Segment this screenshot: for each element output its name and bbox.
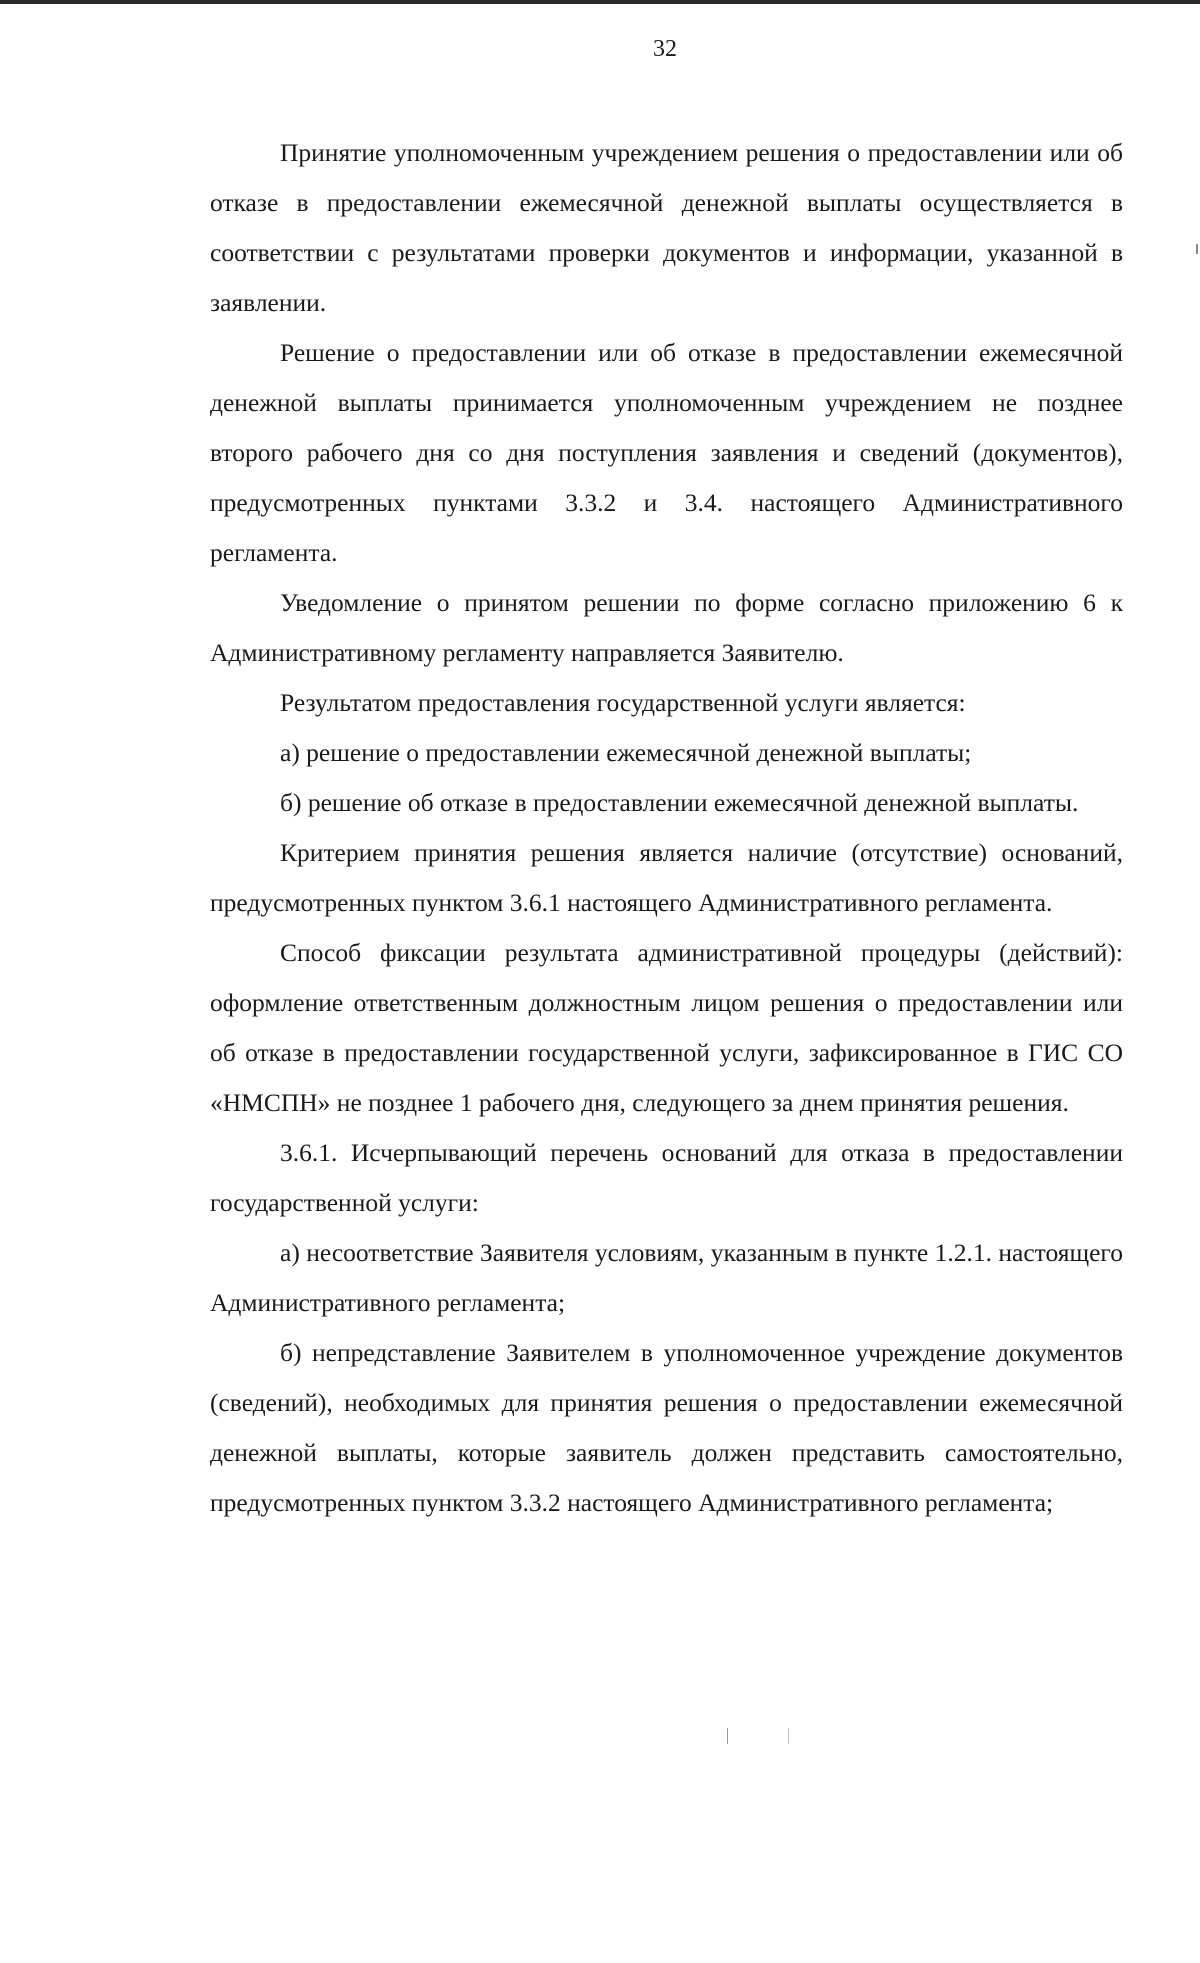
paragraph-result-b: б) решение об отказе в предоставлении ежемесячной денежной выплаты. bbox=[280, 788, 1079, 817]
paragraph-decision-basis: Принятие уполномоченным учреждением решения о предоставлении или об отказе в предоставлении ежемесячной денежной выплаты осуществляется в соответствии с результатами проверки документов и информации, указанной в заявлении. bbox=[210, 138, 1123, 317]
scan-artifact-mark bbox=[727, 1728, 728, 1744]
paragraph-refusal-ground-a: а) несоответствие Заявителя условиям, указанным в пункте 1.2.1. настоящего Административного регламента; bbox=[210, 1238, 1123, 1317]
document-body bbox=[210, 128, 1123, 1528]
paragraph-refusal-ground-b: б) непредставление Заявителем в уполномоченное учреждение документов (сведений), необходимых для принятия решения о предоставлении ежемесячной денежной выплаты, которые заявитель должен представить самостоятельно, предусмотренных пунктом 3.3.2 настоящего Административного регламента; bbox=[210, 1338, 1123, 1517]
paragraph-result-a: а) решение о предоставлении ежемесячной денежной выплаты; bbox=[280, 738, 972, 767]
paragraph-refusal-grounds-heading: 3.6.1. Исчерпывающий перечень оснований для отказа в предоставлении государственной услуги: bbox=[210, 1138, 1123, 1217]
page-number: 32 bbox=[653, 36, 677, 62]
top-border-rule bbox=[0, 0, 1200, 4]
paragraph-notification: Уведомление о принятом решении по форме согласно приложению 6 к Административному регламенту направляется Заявителю. bbox=[210, 588, 1123, 667]
paragraph-result-intro: Результатом предоставления государственной услуги является: bbox=[280, 688, 966, 717]
paragraph-criterion: Критерием принятия решения является наличие (отсутствие) оснований, предусмотренных пунктом 3.6.1 настоящего Административного регламента. bbox=[210, 838, 1123, 917]
scan-edge-tick bbox=[1196, 244, 1198, 254]
scan-artifact-mark bbox=[788, 1728, 789, 1744]
paragraph-fixation-method: Способ фиксации результата административной процедуры (действий): оформление ответственным должностным лицом решения о предоставлении или об отказе в предоставлении государственной услуги, зафиксированное в ГИС СО «НМСПН» не позднее 1 рабочего дня, следующего за днем принятия решения. bbox=[210, 938, 1123, 1117]
paragraph-decision-deadline: Решение о предоставлении или об отказе в предоставлении ежемесячной денежной выплаты принимается уполномоченным учреждением не позднее второго рабочего дня со дня поступления заявления и сведений (документов), предусмотренных пунктами 3.3.2 и 3.4. настоящего Административного регламента. bbox=[210, 338, 1123, 567]
